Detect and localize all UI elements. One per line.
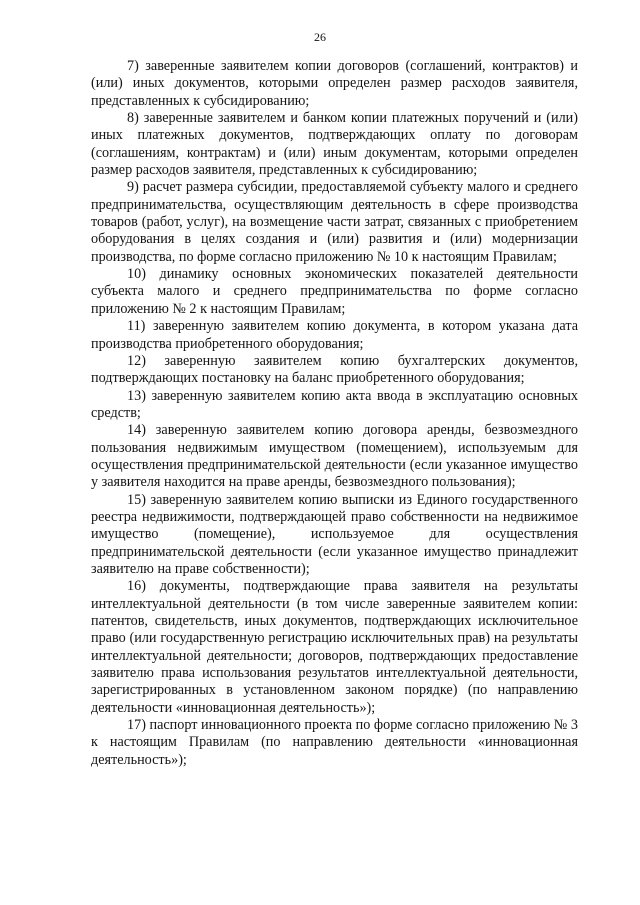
list-item-17: 17) паспорт инновационного проекта по форме согласно приложению № 3 к настоящим Правилам (по направлению деятельности «инновационная деятельность»);: [91, 717, 578, 768]
page-number: 26: [314, 30, 326, 44]
list-item-12: 12) заверенную заявителем копию бухгалтерских документов, подтверждающих постановку на баланс приобретенного оборудования;: [91, 352, 578, 387]
list-item-15: 15) заверенную заявителем копию выписки из Единого государственного реестра недвижимости, подтверждающей право собственности на недвижимое имущество (помещение), используемое для осуществления предпринимательской деятельности (если указанное имущество принадлежит заявителю на праве собственности);: [91, 491, 578, 577]
document-body: [91, 58, 578, 769]
list-item-7: 7) заверенные заявителем копии договоров (соглашений, контрактов) и (или) иных документов, которыми определен размер расходов заявителя, представленных к субсидированию;: [91, 58, 578, 109]
list-item-10: 10) динамику основных экономических показателей деятельности субъекта малого и среднего предпринимательства по форме согласно приложению № 2 к настоящим Правилам;: [91, 266, 578, 317]
list-item-13: 13) заверенную заявителем копию акта ввода в эксплуатацию основных средств;: [91, 387, 578, 421]
list-item-14: 14) заверенную заявителем копию договора аренды, безвозмездного пользования недвижимым имуществом (помещением), используемым для осуществления предпринимательской деятельности (если указанное имущество у заявителя находится на праве аренды, безвозмездного пользования);: [91, 422, 578, 491]
list-item-8: 8) заверенные заявителем и банком копии платежных поручений и (или) иных платежных документов, подтверждающих оплату по договорам (соглашениям, контрактам) и (или) иным документам, которыми определен размер расходов заявителя, представленных к субсидированию;: [91, 110, 578, 179]
list-item-11: 11) заверенную заявителем копию документа, в котором указана дата производства приобретенного оборудования;: [91, 318, 578, 352]
list-item-16: 16) документы, подтверждающие права заявителя на результаты интеллектуальной деятельности (в том числе заверенные заявителем копии: патентов, свидетельств, иных документов, подтверждающих исключительное право (или государственную регистрацию исключительных прав) на результаты интеллектуальной деятельности; договоров, подтверждающих предоставление заявителю права использования результатов интеллектуальной деятельности, зарегистрированных в установленном законом порядке) (по направлению деятельности «инновационная деятельность»);: [91, 578, 578, 716]
list-item-9: 9) расчет размера субсидии, предоставляемой субъекту малого и среднего предпринимательства, осуществляющим деятельность в сфере производства товаров (работ, услуг), на возмещение части затрат, связанных с приобретением оборудования в целях создания и (или) развития и (или) модернизации производства, по форме согласно приложению № 10 к настоящим Правилам;: [91, 179, 578, 265]
